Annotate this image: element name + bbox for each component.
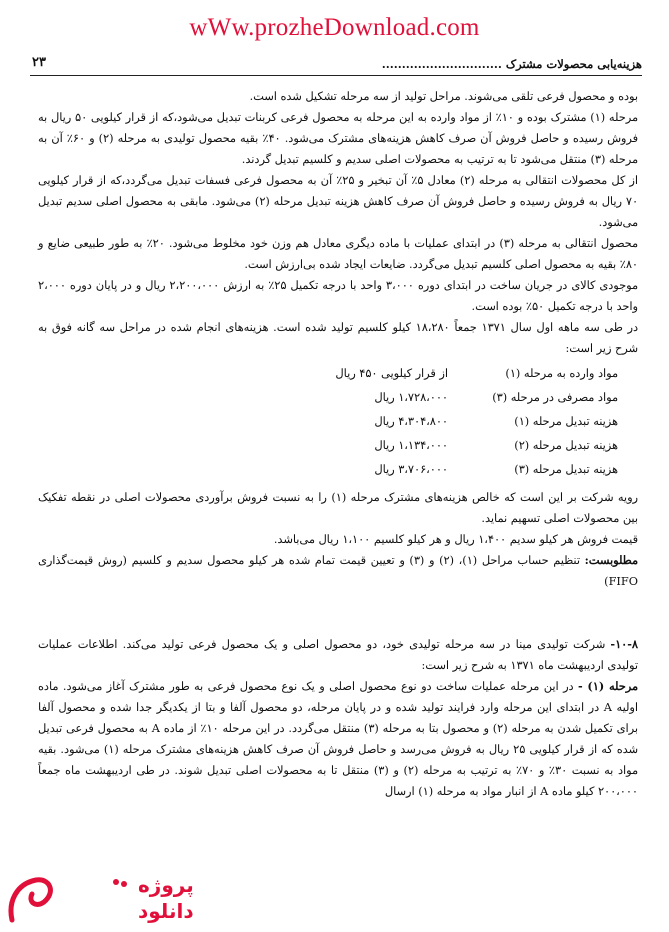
paragraph: موجودی کالای در جریان ساخت در ابتدای دوره ۳،۰۰۰ واحد با درجه تکمیل ۲۵٪ به ارزش ۲،۲۰۰،۰۰۰ ریال و در پایان دوره ۲،۰۰۰ واحد با درجه تکمیل ۵۰٪ بوده است.: [38, 279, 639, 313]
prozhe-download-logo: [6, 862, 194, 926]
cost-value: از قرار کیلویی ۴۵۰ ریال: [335, 367, 448, 380]
problem-stage: [38, 676, 638, 802]
paragraph: قیمت فروش هر کیلو سدیم ۱،۴۰۰ ریال و هر کیلو کلسیم ۱،۱۰۰ ریال می‌باشد.: [273, 533, 638, 546]
cost-row: [38, 387, 638, 411]
paragraph: مرحله (۱) مشترک بوده و ۱۰٪ از مواد وارده به این مرحله به محصول فرعی کربنات تبدیل می‌شود،که از قرار کیلویی ۵۰ ریال به فروش رسیده و حاصل فروش آن صرف کاهش هزینه‌های مشترک می‌شود. ۴۰٪ بقیه محصول تولیدی به مرحله (۲) و ۶۰٪ آن به مرحله (۳) منتقل می‌شود تا به ترتیب به محصولات اصلی سدیم و کلسیم تبدیل گردند.: [38, 111, 639, 166]
cost-row: [38, 363, 638, 387]
cost-value: ۴،۳۰۴،۸۰۰ ریال: [374, 415, 448, 428]
cost-row: [38, 459, 638, 483]
cost-list: [38, 363, 638, 483]
cost-value: ۱،۱۳۴،۰۰۰ ریال: [374, 439, 448, 452]
problem-intro-text: شرکت تولیدی مینا در سه مرحله تولیدی خود، دو محصول اصلی و یک محصول فرعی تولید می‌کند. اطلاعات عملیات تولیدی اردیبهشت ماه ۱۳۷۱ به شرح زیر است:: [38, 638, 638, 672]
paragraph: رویه شرکت بر این است که خالص هزینه‌های مشترک مرحله (۱) را به نسبت فروش برآوردی محصولات اصلی در نقطه تفکیک بین محصولات اصلی تسهیم نماید.: [38, 491, 638, 525]
page-number: ۲۳: [32, 55, 46, 70]
problem-number: ۱۰-۸-: [610, 637, 638, 651]
stage-text: در این مرحله عملیات ساخت دو نوع محصول اصلی و یک نوع محصول فرعی به طور مشترک آغاز می‌شود. ماده اولیه A در ابتدای این مرحله وارد فرایند تولید شده و در پایان مرحله، دو محصول آلفا و بتا از یکدیگر جدا شده و محصول آلفا برای تکمیل شدن به مرحله (۲) و محصول بتا به مرحله (۳) منتقل می‌گردد. در این مرحله ۱۰٪ از ماده A به محصول فرعی تبدیل شده که از قرار کیلویی ۲۵ ریال به فروش می‌رسد و حاصل فروش آن صرف کاهش هزینه‌های مشترک مرحله (۱) می‌شود. بقیه مواد به نسبت ۳۰٪ و ۷۰٪ به ترتیب به مرحله (۲) و (۳) منتقل تا به محصولات اصلی تبدیل شوند. در طی اردیبهشت ماه جمعاً ۲۰۰،۰۰۰ کیلو ماده A از انبار مواد به مرحله (۱) ارسال: [38, 680, 639, 798]
cost-label: مواد مصرفی در مرحله (۳): [492, 391, 618, 404]
cost-label: هزینه تبدیل مرحله (۲): [514, 439, 618, 452]
required-paragraph: [38, 550, 638, 592]
cost-value: ۳،۷۰۶،۰۰۰ ریال: [374, 463, 448, 476]
logo-word-2: دانلود: [138, 899, 194, 923]
paragraph: از کل محصولات انتقالی به مرحله (۲) معادل ۵٪ آن تبخیر و ۲۵٪ آن به محصول فرعی فسفات تبدیل می‌گردد،که از قرار کیلویی ۷۰ ریال به فروش رسیده و حاصل فروش آن صرف کاهش هزینه تبدیل مرحله (۲) می‌شود. مابقی به محصول اصلی سدیم تبدیل می‌شود.: [38, 174, 639, 229]
paragraph: محصول انتقالی به مرحله (۳) در ابتدای عملیات با ماده دیگری معادل هم وزن خود مخلوط می‌شود. ۲۰٪ به طور طبیعی ضایع و ۸۰٪ بقیه به محصول اصلی کلسیم تبدیل می‌گردد. ضایعات ایجاد شده بی‌ارزش است.: [38, 237, 638, 271]
cost-label: مواد وارده به مرحله (۱): [505, 367, 618, 380]
spacer: [38, 592, 638, 634]
paragraph: بوده و محصول فرعی تلقی می‌شوند. مراحل تولید از سه مرحله تشکیل شده است.: [249, 90, 638, 103]
cost-row: [38, 411, 638, 435]
required-label: مطلوبست:: [584, 553, 639, 567]
stage-label: مرحله (۱) -: [577, 679, 639, 693]
paragraph: در طی سه ماهه اول سال ۱۳۷۱ جمعاً ۱۸،۲۸۰ کیلو کلسیم تولید شده است. هزینه‌های انجام شده در مراحل سه گانه فوق به شرح زیر است:: [38, 321, 638, 355]
cost-row: [38, 435, 638, 459]
site-banner: wWw.prozheDownload.com: [189, 14, 480, 41]
running-head: [30, 57, 642, 76]
cost-value: ۱،۷۲۸،۰۰۰ ریال: [374, 391, 448, 404]
cost-label: هزینه تبدیل مرحله (۳): [514, 463, 618, 476]
running-head-title: هزینه‌یابی محصولات مشترک ..............................: [381, 57, 642, 71]
logo-word-1: پروژه: [138, 873, 194, 897]
required-text: تنظیم حساب مراحل (۱)، (۲) و (۳) و تعیین قیمت تمام شده هر کیلو محصول سدیم و کلسیم (روش قیمت‌گذاری FIFO): [38, 554, 638, 588]
page-body: [38, 86, 638, 802]
cost-label: هزینه تبدیل مرحله (۱): [514, 415, 618, 428]
problem-intro: [38, 634, 638, 676]
